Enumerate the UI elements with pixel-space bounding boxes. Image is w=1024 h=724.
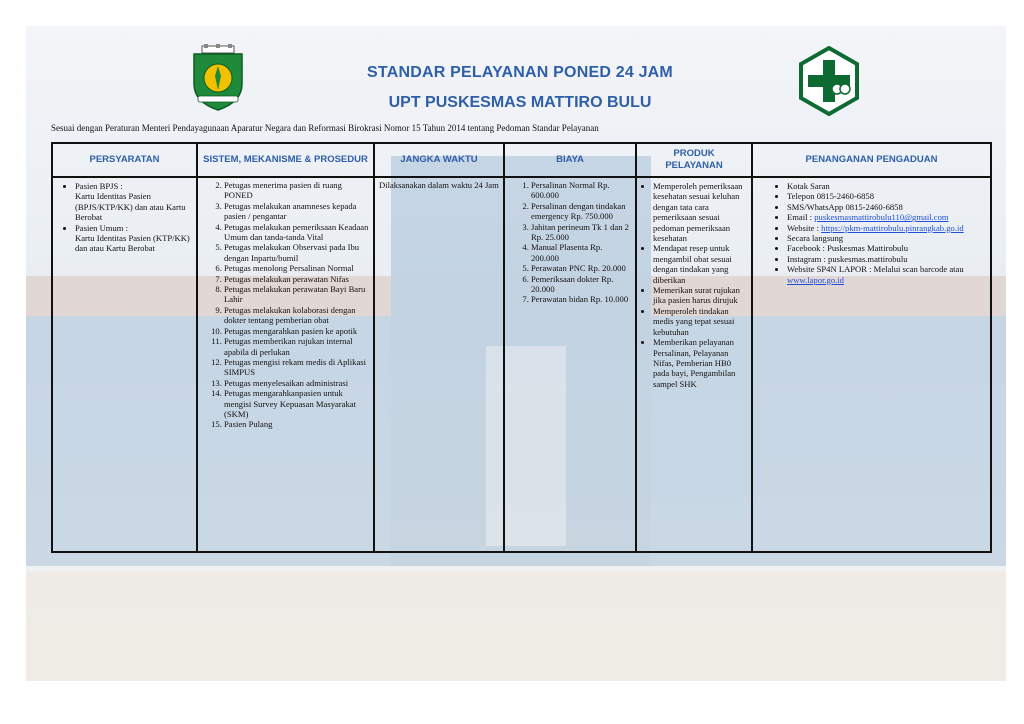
list-item: 3. Jahitan perineum Tk 1 dan 2 Rp. 25.000: [531, 222, 631, 243]
list-item: • Memberikan pelayanan Persalinan, Pelayanan Nifas, Pemberian HB0 pada bayi, Pengambilan sampel SHK: [653, 337, 747, 389]
list-item: 11. Petugas memberikan rujukan internal apabila di perlukan: [224, 336, 369, 357]
list-item: • Mendapat resep untuk mengambil obat sesuai dengan tindakan yang diberikan: [653, 243, 747, 285]
email-link[interactable]: puskesmasmattirobulu110@gmail.com: [814, 212, 949, 223]
cell-biaya: [504, 177, 636, 552]
col-header-pengaduan: PENANGANAN PENGADUAN: [752, 143, 991, 177]
list-item: 12. Petugas mengisi rekam medis di Aplikasi SIMPUS: [224, 357, 369, 378]
list-item: • Website : https://pkm-mattirobulu.pinrangkab.go.id: [787, 223, 986, 233]
list-item: • Website SP4N LAPOR : Melalui scan barcode atau www.lapor.go.id: [787, 264, 986, 285]
table-header-row: [52, 143, 991, 177]
list-item: 4. Petugas melakukan pemeriksaan Keadaan Umum dan tanda-tanda Vital: [224, 222, 369, 243]
fee-list: [505, 180, 635, 305]
list-item: • Instagram : puskesmas.mattirobulu: [787, 254, 986, 264]
list-item: 9. Petugas melakukan kolaborasi dengan dokter tentang pemberian obat: [224, 305, 369, 326]
list-item: 6. Pemeriksaan dokter Rp. 20.000: [531, 274, 631, 295]
list-item: • Telepon 0815-2460-6858: [787, 191, 986, 201]
cell-jangka-waktu: [374, 177, 504, 552]
list-item: 13. Petugas menyelesaikan administrasi: [224, 378, 369, 388]
list-item: 7. Perawatan bidan Rp. 10.000: [531, 294, 631, 304]
list-item: 7. Petugas melakukan perawatan Nifas: [224, 274, 369, 284]
page-subtitle: UPT PUSKESMAS MATTIRO BULU: [388, 94, 652, 111]
list-item: • Email : puskesmasmattirobulu110@gmail.com: [787, 212, 986, 222]
page-title: STANDAR PELAYANAN PONED 24 JAM: [367, 64, 673, 81]
list-item: • SMS/WhatsApp 0815-2460-6858: [787, 202, 986, 212]
cell-persyaratan: [52, 177, 197, 552]
col-header-persyaratan: PERSYARATAN: [52, 143, 197, 177]
complaint-channel-list: [753, 181, 990, 285]
list-item: • Secara langsung: [787, 233, 986, 243]
list-item: 14. Petugas mengarahkanpasien untuk mengisi Survey Kepuasan Masyarakat (SKM): [224, 388, 369, 419]
list-item: • Kotak Saran: [787, 181, 986, 191]
procedure-list: [198, 180, 373, 430]
list-item: 2. Petugas menerima pasien di ruang PONED: [224, 180, 369, 201]
list-item: • Memperoleh tindakan medis yang tepat sesuai kebutuhan: [653, 306, 747, 337]
lapor-link[interactable]: www.lapor.go.id: [787, 274, 844, 285]
puskesmas-logo-icon: [797, 46, 861, 116]
list-item: 4. Manual Plasenta Rp. 200.000: [531, 242, 631, 263]
cell-prosedur: [197, 177, 374, 552]
list-item: 10. Petugas mengarahkan pasien ke apotik: [224, 326, 369, 336]
service-standard-table: [51, 142, 992, 553]
table-row: [52, 177, 991, 552]
cell-pengaduan: [752, 177, 991, 552]
col-header-prosedur: SISTEM, MEKANISME & PROSEDUR: [197, 143, 374, 177]
regulation-note: Sesuai dengan Peraturan Menteri Pendayagunaan Aparatur Negara dan Reformasi Birokrasi Nomor 15 Tahun 2014 tentang Pedoman Standar Pelayanan: [51, 123, 599, 133]
list-item: 3. Petugas melakukan anamneses kepada pasien / pengantar: [224, 201, 369, 222]
col-header-produk: PRODUK PELAYANAN: [636, 143, 752, 177]
list-item: 1. Persalinan Normal Rp. 600.000: [531, 180, 631, 201]
list-item: • Memerikan surat rujukan jika pasien harus dirujuk: [653, 285, 747, 306]
list-item: • Memperoleh pemeriksaan kesehatan sesuai keluhan dengan tata cara pemeriksaan sesuai pedoman pemeriksaan kesehatan: [653, 181, 747, 243]
product-list: [637, 181, 751, 389]
cell-produk: [636, 177, 752, 552]
col-header-jangka-waktu: JANGKA WAKTU: [374, 143, 504, 177]
list-item: • Facebook : Puskesmas Mattirobulu: [787, 243, 986, 253]
list-item: 6. Petugas menolong Persalinan Normal: [224, 263, 369, 273]
website-link[interactable]: https://pkm-mattirobulu.pinrangkab.go.id: [821, 222, 964, 233]
list-item: 8. Petugas melakukan perawatan Bayi Baru Lahir: [224, 284, 369, 305]
service-duration: Dilaksanakan dalam waktu 24 Jam: [379, 180, 499, 190]
list-item: • Pasien Umum : Kartu Identitas Pasien (KTP/KK) dan atau Kartu Berobat: [75, 223, 192, 254]
list-item: • Pasien BPJS : Kartu Identitas Pasien (BPJS/KTP/KK) dan atau Kartu Berobat: [75, 181, 192, 223]
regency-crest-icon: [188, 44, 248, 112]
list-item: 15. Pasien Pulang: [224, 419, 369, 429]
col-header-biaya: BIAYA: [504, 143, 636, 177]
background-ground: [26, 571, 1006, 681]
list-item: 5. Petugas melakukan Observasi pada Ibu dengan Inpartu/bumil: [224, 242, 369, 263]
list-item: 2. Persalinan dengan tindakan emergency Rp. 750.000: [531, 201, 631, 222]
list-item: 5. Perawatan PNC Rp. 20.000: [531, 263, 631, 273]
